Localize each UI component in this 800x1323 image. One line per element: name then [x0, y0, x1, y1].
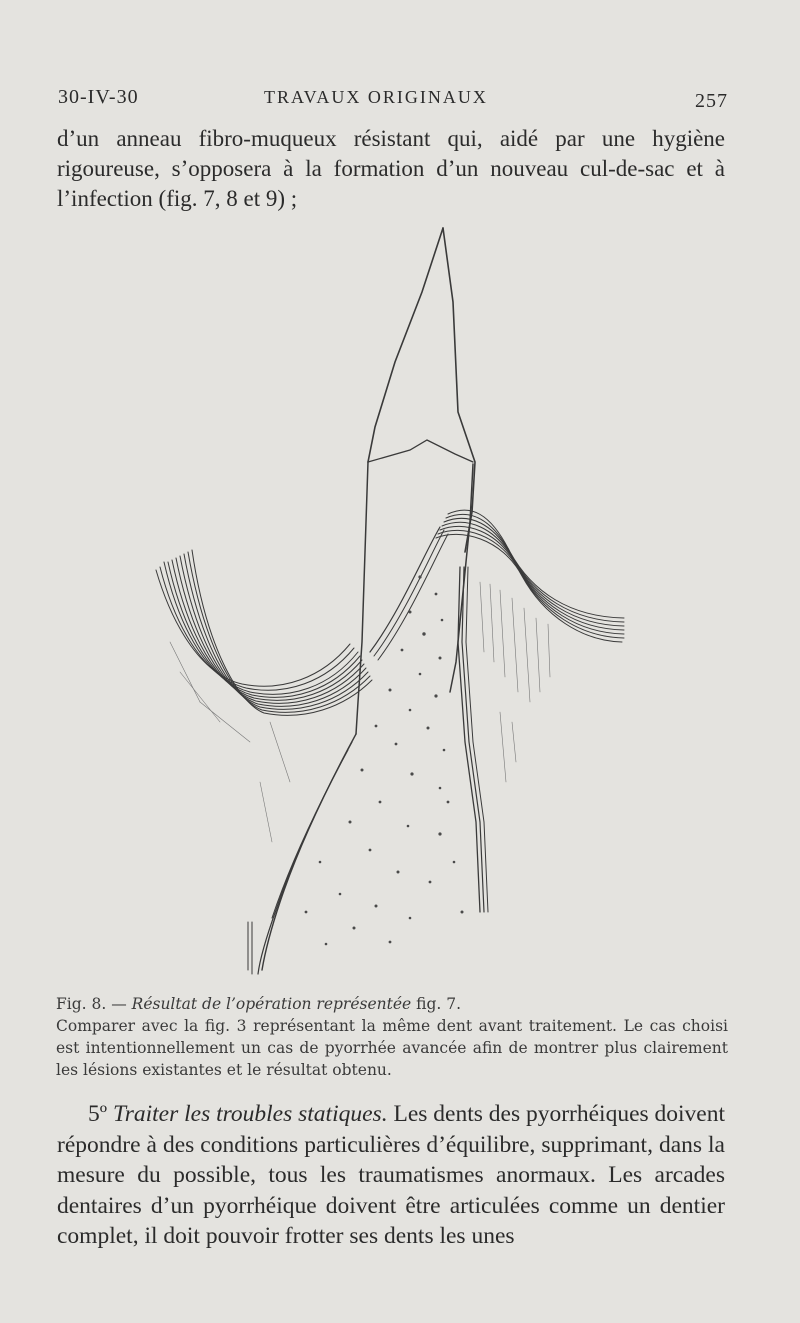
cemento-enamel-line: [368, 440, 473, 462]
caption-body: Comparer avec la fig. 3 représentant la même dent avant traitement. Le cas choisi est intentionnellement un cas de pyorrhée avancée afin de montrer plus clairement les lésions existantes et le résultat obtenu.: [56, 1017, 728, 1079]
caption-label: Fig. 8. —: [56, 995, 127, 1013]
caption-figure-ref: fig. 7.: [416, 995, 462, 1013]
crown-outline-left: [368, 228, 443, 462]
figure-8-tooth-diagram: [140, 222, 640, 982]
section-number: 5º: [88, 1101, 108, 1127]
tooth-illustration: [140, 222, 640, 982]
left-gingiva-band: [156, 550, 372, 715]
section-heading: Traiter les troubles statiques.: [112, 1101, 388, 1127]
header-section-title: TRAVAUX ORIGINAUX: [264, 87, 488, 107]
section-5-paragraph: [57, 1099, 725, 1252]
crown-outline-right: [443, 228, 475, 552]
header-date: 30-IV-30: [58, 86, 139, 108]
caption-heading: [56, 993, 728, 1015]
root-outline-left: [356, 462, 368, 734]
alveolar-bone-left: [262, 734, 356, 970]
section-text: Les dents des pyorrhéiques doivent répondre à des conditions particulières d’équilibre, supprimant, dans la mesure du possible, tous les traumatismes anormaux. Les arcades dentaires d’un pyorrhéique doivent être articulées comme un dentier complet, il doit pouvoir frotter ses dents les unes: [57, 1101, 726, 1249]
page-number: 257: [695, 90, 728, 112]
caption-title: Résultat de l’opération représentée: [131, 995, 412, 1013]
figure-caption: [56, 993, 728, 1081]
intro-paragraph: d’un anneau fibro-muqueux résistant qui, aidé par une hygiène rigoureuse, s’opposera à la formation d’un nouveau cul-de-sac et à l’infection (fig. 7, 8 et 9) ;: [57, 126, 725, 211]
running-header: [58, 86, 728, 116]
root-outline-right: [450, 464, 473, 692]
